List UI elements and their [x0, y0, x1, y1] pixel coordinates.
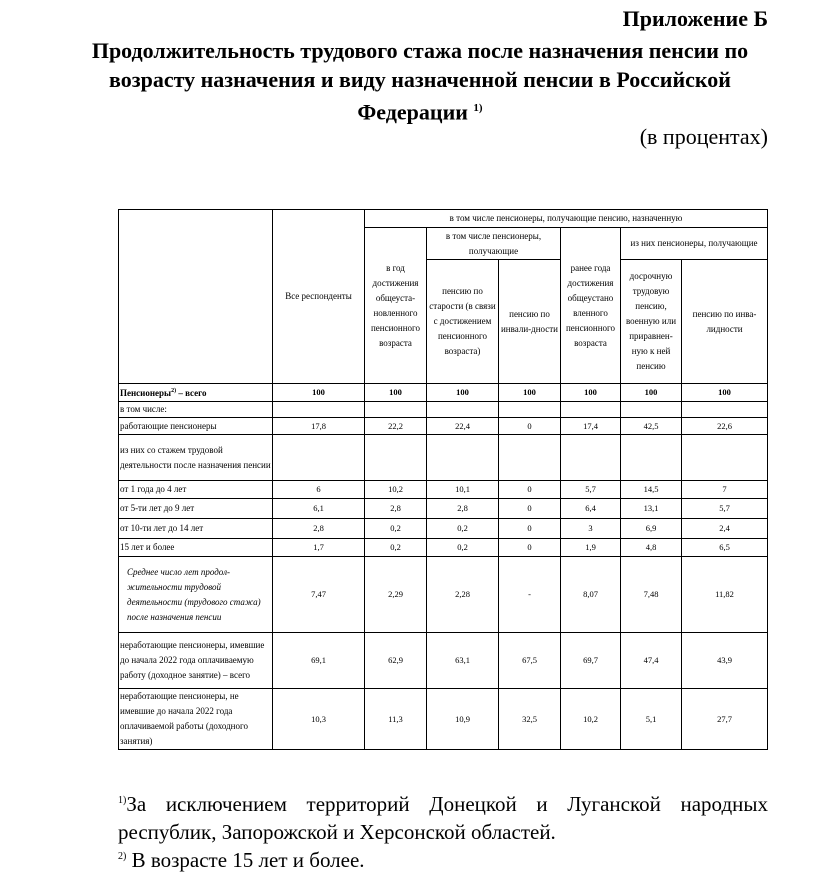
footnotes	[118, 790, 768, 874]
table-cell: 0	[499, 539, 561, 557]
row-label	[119, 519, 273, 539]
row-label-tail: – всего	[176, 388, 207, 398]
table-cell: 3	[561, 519, 621, 539]
table-cell: 0	[499, 418, 561, 435]
table-cell: 10,9	[427, 689, 499, 750]
table-cell: 62,9	[365, 633, 427, 689]
row-label	[119, 435, 273, 481]
col-header-general-age: в год достижения общеуста-новленного пенсионного возраста	[365, 228, 427, 384]
table-cell: 22,6	[682, 418, 768, 435]
row-label	[119, 481, 273, 499]
footnote-2-text: В возрасте 15 лет и более.	[126, 848, 365, 872]
row-label-text: в том числе:	[120, 404, 167, 414]
footnote-1-mark: 1)	[118, 795, 127, 806]
table-row	[119, 499, 768, 519]
table-cell	[621, 435, 682, 481]
table-cell: 43,9	[682, 633, 768, 689]
table-cell: 100	[499, 384, 561, 402]
table-cell: 0	[499, 499, 561, 519]
col-header-disability-b: пенсию по инва-лидности	[682, 260, 768, 384]
row-label	[119, 418, 273, 435]
table-cell: 100	[273, 384, 365, 402]
row-label	[119, 499, 273, 519]
table-cell: 17,8	[273, 418, 365, 435]
table-cell: 22,2	[365, 418, 427, 435]
col-header-early-pension: досрочную трудовую пенсию, военную или приравнен-ную к ней пенсию	[621, 260, 682, 384]
row-label-text: работающие пенсионеры	[120, 420, 217, 431]
table-cell: 10,2	[365, 481, 427, 499]
col-header-early: ранее года достижения общеустано вленного пенсионного возраста	[561, 228, 621, 384]
table-cell	[499, 435, 561, 481]
table-cell: 2,8	[273, 519, 365, 539]
header-empty-cell	[119, 210, 273, 384]
col-group-sub-a: в том числе пенсионеры, получающие	[427, 228, 561, 260]
row-label-text: неработающие пенсионеры, не имевшие до начала 2022 года оплачиваемой работы (доходного занятия)	[120, 691, 248, 746]
table-cell: 7	[682, 481, 768, 499]
table-cell: 5,1	[621, 689, 682, 750]
col-group-top: в том числе пенсионеры, получающие пенсию, назначенную	[365, 210, 768, 228]
row-label-footnote-mark: 2)	[171, 388, 177, 394]
table-cell: 13,1	[621, 499, 682, 519]
table-cell	[621, 402, 682, 418]
table-row	[119, 557, 768, 633]
table-row	[119, 519, 768, 539]
footnote-1	[118, 790, 768, 846]
table-row	[119, 481, 768, 499]
row-label	[119, 689, 273, 750]
table-cell	[561, 435, 621, 481]
table-cell	[561, 402, 621, 418]
table-cell: 2,8	[427, 499, 499, 519]
table-cell: 11,82	[682, 557, 768, 633]
table-cell: 6,4	[561, 499, 621, 519]
table-cell: 8,07	[561, 557, 621, 633]
table-cell	[499, 402, 561, 418]
table-cell: -	[499, 557, 561, 633]
units-note: (в процентах)	[639, 124, 768, 149]
table-cell: 14,5	[621, 481, 682, 499]
table-cell: 2,28	[427, 557, 499, 633]
appendix-label: Приложение Б	[622, 6, 768, 31]
row-label-text: Среднее число лет продол-жительности трудовой деятельности (трудового стажа) после назначения пенсии	[127, 566, 261, 622]
table-cell: 6,9	[621, 519, 682, 539]
table-cell: 63,1	[427, 633, 499, 689]
table-cell: 4,8	[621, 539, 682, 557]
table-cell: 100	[365, 384, 427, 402]
table-cell: 6,5	[682, 539, 768, 557]
table-cell: 0,2	[427, 519, 499, 539]
table-cell	[682, 435, 768, 481]
row-label	[119, 633, 273, 689]
table-cell	[682, 402, 768, 418]
data-table	[118, 209, 768, 750]
table-cell: 0,2	[365, 519, 427, 539]
row-label-text: от 5-ти лет до 9 лет	[120, 503, 195, 513]
table-cell: 7,47	[273, 557, 365, 633]
table-cell: 100	[427, 384, 499, 402]
table-cell: 32,5	[499, 689, 561, 750]
table-cell: 0	[499, 481, 561, 499]
col-header-disability-a: пенсию по инвали-дности	[499, 260, 561, 384]
table-cell: 10,3	[273, 689, 365, 750]
title-footnote-mark: 1)	[473, 102, 483, 114]
table-cell: 2,29	[365, 557, 427, 633]
table-cell: 27,7	[682, 689, 768, 750]
table-cell: 6	[273, 481, 365, 499]
table-cell: 2,8	[365, 499, 427, 519]
table-cell: 2,4	[682, 519, 768, 539]
row-label	[119, 402, 273, 418]
col-group-sub-b: из них пенсионеры, получающие	[621, 228, 768, 260]
title-text: Продолжительность трудового стажа после назначения пенсии по возрасту назначения и виду назначенной пенсии в Российской Федерации	[91, 38, 749, 125]
col-header-old-age: пенсию по старости (в связи с достижением пенсионного возраста)	[427, 260, 499, 384]
table-cell: 42,5	[621, 418, 682, 435]
table-cell: 69,1	[273, 633, 365, 689]
table-cell: 5,7	[561, 481, 621, 499]
row-label	[119, 539, 273, 557]
row-label-text: от 10-ти лет до 14 лет	[120, 523, 204, 533]
table-cell	[273, 435, 365, 481]
table-cell: 22,4	[427, 418, 499, 435]
table-cell	[427, 435, 499, 481]
table-cell: 1,7	[273, 539, 365, 557]
table-cell: 6,1	[273, 499, 365, 519]
table-cell: 100	[682, 384, 768, 402]
table-cell	[365, 435, 427, 481]
table-cell: 17,4	[561, 418, 621, 435]
table-cell: 100	[621, 384, 682, 402]
table-cell: 5,7	[682, 499, 768, 519]
footnote-2	[118, 846, 768, 874]
col-header-all: Все респонденты	[273, 210, 365, 384]
table-cell: 11,3	[365, 689, 427, 750]
table-row	[119, 539, 768, 557]
table-row	[119, 402, 768, 418]
table-row	[119, 633, 768, 689]
row-label-text: Пенсионеры	[120, 388, 172, 398]
footnote-1-text: За исключением территорий Донецкой и Луганской народных республик, Запорожской и Херсонской областей.	[118, 792, 768, 844]
row-label-text: неработающие пенсионеры, имевшие до начала 2022 года оплачиваемую работу (доходное занятие) – всего	[120, 640, 265, 680]
document-title	[80, 36, 760, 126]
row-label-text: от 1 года до 4 лет	[120, 484, 187, 494]
table-cell: 10,1	[427, 481, 499, 499]
table-cell: 7,48	[621, 557, 682, 633]
table-cell: 67,5	[499, 633, 561, 689]
row-label-text: из них со стажем трудовой деятельности после назначения пенсии	[120, 444, 271, 470]
table-cell	[273, 402, 365, 418]
row-label-text: 15 лет и более	[120, 542, 175, 552]
table-cell: 1,9	[561, 539, 621, 557]
table-cell: 47,4	[621, 633, 682, 689]
table-cell	[365, 402, 427, 418]
table-cell: 100	[561, 384, 621, 402]
table-row	[119, 418, 768, 435]
table-row	[119, 689, 768, 750]
footnote-2-mark: 2)	[118, 851, 127, 862]
table-cell: 0,2	[365, 539, 427, 557]
row-label	[119, 557, 273, 633]
table-cell: 0	[499, 519, 561, 539]
table-cell: 0,2	[427, 539, 499, 557]
table-row	[119, 384, 768, 402]
table-cell: 69,7	[561, 633, 621, 689]
row-label	[119, 384, 273, 402]
table-cell: 10,2	[561, 689, 621, 750]
table-row	[119, 435, 768, 481]
table-cell	[427, 402, 499, 418]
